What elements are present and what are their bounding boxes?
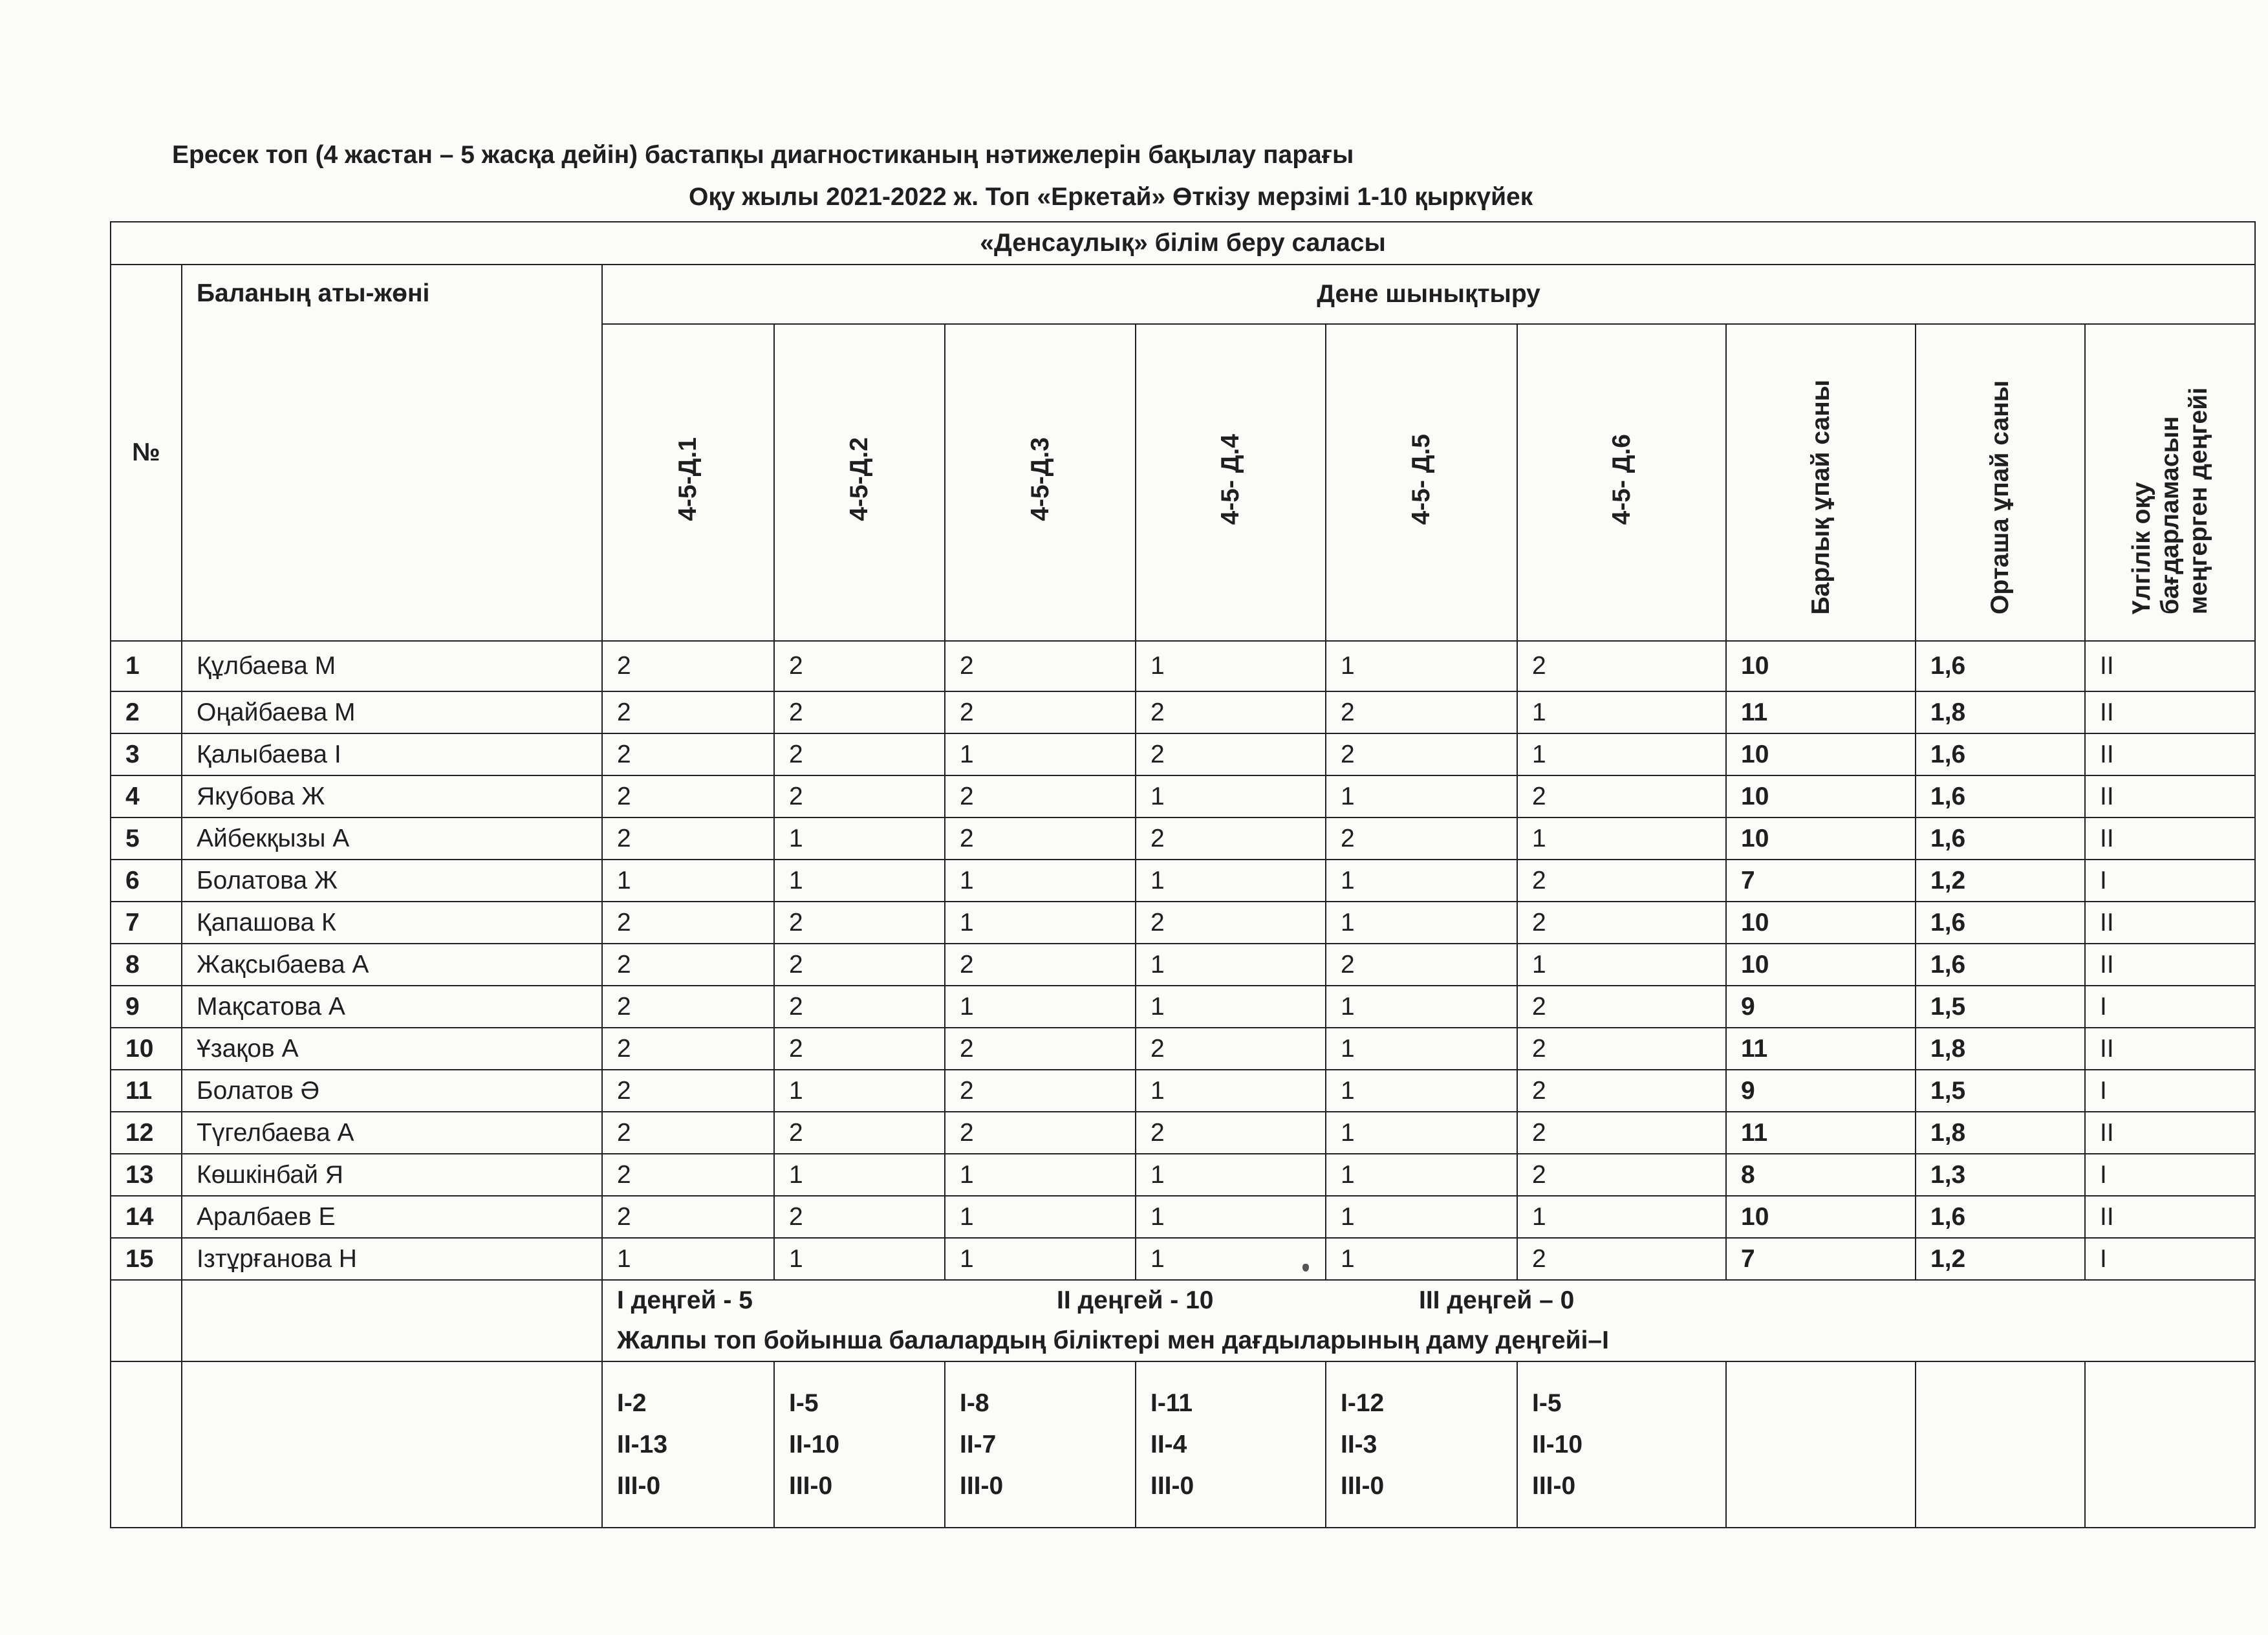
skill-score: 1	[945, 902, 1136, 944]
child-name: Мақсатова А	[182, 986, 602, 1028]
mastery-level: II	[2085, 733, 2255, 775]
skill-score: 2	[602, 1154, 774, 1196]
skill-score: 1	[945, 1238, 1136, 1280]
skill-score: 2	[1326, 817, 1517, 860]
skill-score: 2	[1517, 775, 1726, 817]
skill-score: 1	[1517, 691, 1726, 733]
final-empty-name	[182, 1361, 602, 1528]
skill-score: 1	[1326, 986, 1517, 1028]
column-header-name: Баланың аты-жөні	[182, 265, 602, 641]
mastery-level: I	[2085, 1238, 2255, 1280]
skill-levels-row	[111, 1361, 2255, 1528]
skill-score: 2	[774, 944, 945, 986]
summary-empty-name	[182, 1280, 602, 1361]
skill-header-label: 4-5-Д.3	[1026, 437, 1054, 521]
skill-score: 1	[602, 860, 774, 902]
table-row	[111, 733, 2255, 775]
total-score: 11	[1726, 691, 1916, 733]
average-score: 1,6	[1916, 902, 2085, 944]
skill-score: 2	[602, 775, 774, 817]
skill-score: 2	[1517, 986, 1726, 1028]
average-score: 1,6	[1916, 641, 2085, 691]
skill-level-breakdown	[945, 1361, 1136, 1528]
table-row	[111, 944, 2255, 986]
skill-score: 2	[1517, 1154, 1726, 1196]
skill-level-count: І-11	[1150, 1389, 1193, 1417]
mastery-level: I	[2085, 860, 2255, 902]
row-number: 11	[111, 1070, 182, 1112]
average-score: 1,8	[1916, 1028, 2085, 1070]
table-row	[111, 691, 2255, 733]
skill-score: 1	[1326, 1112, 1517, 1154]
child-name: Түгелбаева А	[182, 1112, 602, 1154]
skill-score: 2	[602, 1070, 774, 1112]
skill-score: 1	[1136, 860, 1326, 902]
skill-level-count: І-2	[617, 1389, 647, 1417]
average-score: 1,2	[1916, 860, 2085, 902]
mastery-level: II	[2085, 1112, 2255, 1154]
final-empty-average	[1916, 1361, 2085, 1528]
skill-score: 2	[774, 733, 945, 775]
final-empty-level	[2085, 1361, 2255, 1528]
skill-score: 2	[945, 1112, 1136, 1154]
skill-header-label: 4-5- Д.6	[1607, 433, 1636, 525]
child-name: Қалыбаева І	[182, 733, 602, 775]
skill-level-count: ІІ-10	[789, 1430, 840, 1458]
skill-header-4	[1136, 324, 1326, 641]
skill-score: 2	[602, 944, 774, 986]
skill-score: 2	[945, 944, 1136, 986]
row-number: 10	[111, 1028, 182, 1070]
skill-score: 1	[945, 860, 1136, 902]
skill-score: 2	[602, 691, 774, 733]
average-score: 1,3	[1916, 1154, 2085, 1196]
skill-level-breakdown	[774, 1361, 945, 1528]
skill-score: 2	[774, 986, 945, 1028]
average-score: 1,5	[1916, 986, 2085, 1028]
skill-score: 1	[1136, 986, 1326, 1028]
total-header-label: Барлық ұпай саны	[1806, 379, 1835, 614]
skill-score: 1	[774, 860, 945, 902]
skill-score: 1	[1517, 1196, 1726, 1238]
skill-level-count: І-5	[789, 1389, 819, 1417]
skill-level-count: ІІ-4	[1150, 1430, 1187, 1458]
skill-score: 2	[945, 691, 1136, 733]
summary-empty-no	[111, 1280, 182, 1361]
skill-score: 1	[1136, 641, 1326, 691]
child-name: Оңайбаева М	[182, 691, 602, 733]
mastery-level: I	[2085, 986, 2255, 1028]
mastery-level: II	[2085, 775, 2255, 817]
skill-level-count: ІІІ-0	[1341, 1471, 1385, 1500]
level-header-line2: бағдарламасын	[2155, 416, 2184, 614]
average-score: 1,6	[1916, 733, 2085, 775]
document-subtitle: Оқу жылы 2021-2022 ж. Топ «Еркетай» Өткізу мерзімі 1-10 қыркүйек	[689, 183, 1533, 211]
skill-score: 2	[774, 902, 945, 944]
skill-level-count: І-5	[1532, 1389, 1562, 1417]
summary-row	[111, 1280, 2255, 1361]
child-name: Ұзақов А	[182, 1028, 602, 1070]
child-name: Якубова Ж	[182, 775, 602, 817]
skill-level-breakdown	[1136, 1361, 1326, 1528]
level-counts	[617, 1281, 2240, 1321]
skill-score: 2	[945, 775, 1136, 817]
table-row	[111, 986, 2255, 1028]
skill-header-2	[774, 324, 945, 641]
skill-score: 2	[1326, 733, 1517, 775]
skill-level-count: І-8	[960, 1389, 989, 1417]
skill-score: 1	[774, 1154, 945, 1196]
total-score: 7	[1726, 1238, 1916, 1280]
row-number: 14	[111, 1196, 182, 1238]
skill-level-breakdown	[602, 1361, 774, 1528]
skill-level-breakdown	[1517, 1361, 1726, 1528]
area-title: «Денсаулық» білім беру саласы	[111, 222, 2255, 265]
table-row	[111, 902, 2255, 944]
skill-score: 1	[945, 733, 1136, 775]
table-row	[111, 1070, 2255, 1112]
skill-score: 2	[945, 817, 1136, 860]
skill-header-5	[1326, 324, 1517, 641]
row-number: 8	[111, 944, 182, 986]
table-row	[111, 775, 2255, 817]
skill-score: 1	[1326, 902, 1517, 944]
skill-header-3	[945, 324, 1136, 641]
total-score: 9	[1726, 986, 1916, 1028]
table-row	[111, 1028, 2255, 1070]
child-name: Құлбаева М	[182, 641, 602, 691]
skill-score: 1	[1326, 1154, 1517, 1196]
skill-header-label: 4-5- Д.4	[1216, 433, 1244, 525]
total-score: 10	[1726, 641, 1916, 691]
total-score: 10	[1726, 1196, 1916, 1238]
skill-score: 1	[774, 1238, 945, 1280]
skill-score: 1	[1136, 1070, 1326, 1112]
table-row	[111, 817, 2255, 860]
average-score: 1,5	[1916, 1070, 2085, 1112]
average-score: 1,6	[1916, 775, 2085, 817]
skill-score: 2	[602, 733, 774, 775]
skill-level-count: ІІІ-0	[1150, 1471, 1194, 1500]
final-empty-total	[1726, 1361, 1916, 1528]
skill-score: 2	[1326, 691, 1517, 733]
level1-count: І деңгей - 5	[617, 1286, 753, 1314]
row-number: 9	[111, 986, 182, 1028]
skill-score: 1	[1326, 775, 1517, 817]
total-score: 10	[1726, 944, 1916, 986]
skill-score: 2	[1136, 733, 1326, 775]
skill-score: 1	[1517, 733, 1726, 775]
skill-score: 1	[1517, 817, 1726, 860]
skill-score: 2	[602, 1196, 774, 1238]
row-number: 13	[111, 1154, 182, 1196]
row-number: 7	[111, 902, 182, 944]
skill-score: 1	[1136, 1238, 1326, 1280]
skill-level-count: ІІ-13	[617, 1430, 668, 1458]
skill-score: 2	[602, 1028, 774, 1070]
level3-count: ІІІ деңгей – 0	[1419, 1286, 1575, 1314]
total-score: 11	[1726, 1028, 1916, 1070]
skill-score: 2	[945, 1028, 1136, 1070]
child-name: Аралбаев Е	[182, 1196, 602, 1238]
skill-score: 2	[1517, 1028, 1726, 1070]
skill-score: 2	[774, 1112, 945, 1154]
skill-level-count: І-12	[1341, 1389, 1385, 1417]
total-header	[1726, 324, 1916, 641]
skill-score: 1	[1517, 944, 1726, 986]
skill-level-count: ІІ-7	[960, 1430, 997, 1458]
skill-score: 1	[774, 1070, 945, 1112]
skill-score: 2	[774, 691, 945, 733]
skill-score: 2	[945, 1070, 1136, 1112]
mastery-level: II	[2085, 1028, 2255, 1070]
mastery-level: II	[2085, 817, 2255, 860]
skill-level-count: ІІІ-0	[1532, 1471, 1576, 1500]
skill-score: 2	[602, 902, 774, 944]
skill-score: 1	[602, 1238, 774, 1280]
skill-level-breakdown	[1326, 1361, 1517, 1528]
average-score: 1,2	[1916, 1238, 2085, 1280]
summary-cell	[602, 1280, 2255, 1361]
overall-level: Жалпы топ бойынша балалардың біліктері мен дағдыларының даму деңгейі–І	[617, 1326, 1609, 1354]
row-number: 1	[111, 641, 182, 691]
skill-level-count: ІІІ-0	[617, 1471, 661, 1500]
skill-score: 1	[1326, 860, 1517, 902]
total-score: 7	[1726, 860, 1916, 902]
average-score: 1,6	[1916, 1196, 2085, 1238]
level-header-line3: меңгерген деңгейі	[2184, 387, 2212, 614]
row-number: 3	[111, 733, 182, 775]
skill-score: 1	[945, 986, 1136, 1028]
skill-score: 1	[1136, 775, 1326, 817]
skill-header-label: 4-5-Д.1	[674, 437, 702, 521]
total-score: 10	[1726, 733, 1916, 775]
skill-level-count: ІІІ-0	[960, 1471, 1004, 1500]
skill-score: 1	[1326, 641, 1517, 691]
skill-score: 2	[602, 641, 774, 691]
level2-count: ІІ деңгей - 10	[1057, 1286, 1214, 1314]
mastery-level: II	[2085, 1196, 2255, 1238]
skill-score: 2	[1136, 817, 1326, 860]
mastery-level: II	[2085, 902, 2255, 944]
row-number: 12	[111, 1112, 182, 1154]
level-header-label	[2128, 387, 2213, 614]
skill-score: 2	[1136, 902, 1326, 944]
skill-header-6	[1517, 324, 1726, 641]
final-empty-no	[111, 1361, 182, 1528]
total-score: 10	[1726, 775, 1916, 817]
skill-score: 1	[1326, 1070, 1517, 1112]
skill-header-label: 4-5- Д.5	[1407, 433, 1435, 525]
child-name: Айбекқызы А	[182, 817, 602, 860]
total-score: 8	[1726, 1154, 1916, 1196]
average-score: 1,8	[1916, 1112, 2085, 1154]
skill-score: 1	[774, 817, 945, 860]
skill-score: 1	[1326, 1028, 1517, 1070]
skill-score: 2	[945, 641, 1136, 691]
mastery-level: II	[2085, 691, 2255, 733]
row-number: 4	[111, 775, 182, 817]
level-header	[2085, 324, 2255, 641]
total-score: 10	[1726, 817, 1916, 860]
total-score: 10	[1726, 902, 1916, 944]
skill-level-count: ІІ-10	[1532, 1430, 1583, 1458]
total-score: 11	[1726, 1112, 1916, 1154]
mastery-level: I	[2085, 1070, 2255, 1112]
child-name: Қапашова К	[182, 902, 602, 944]
skill-header-label: 4-5-Д.2	[845, 437, 873, 521]
skill-score: 1	[1136, 1154, 1326, 1196]
skill-score: 2	[602, 817, 774, 860]
average-score: 1,6	[1916, 817, 2085, 860]
table-row	[111, 1196, 2255, 1238]
child-name: Болатова Ж	[182, 860, 602, 902]
child-name: Жақсыбаева А	[182, 944, 602, 986]
table-row	[111, 860, 2255, 902]
skill-score: 2	[1517, 902, 1726, 944]
skill-level-count: ІІІ-0	[789, 1471, 833, 1500]
table-row	[111, 1112, 2255, 1154]
skill-level-count: ІІ-3	[1341, 1430, 1377, 1458]
skill-score: 2	[1136, 1112, 1326, 1154]
skill-score: 1	[1326, 1238, 1517, 1280]
column-header-no: №	[111, 265, 182, 641]
skill-score: 1	[1136, 1196, 1326, 1238]
mastery-level: II	[2085, 944, 2255, 986]
skill-score: 2	[1326, 944, 1517, 986]
subject-header: Дене шынықтыру	[602, 265, 2255, 324]
average-header-label: Орташа ұпай саны	[1986, 380, 2014, 614]
scan-speck	[1302, 1264, 1309, 1272]
skill-score: 2	[1136, 1028, 1326, 1070]
average-score: 1,6	[1916, 944, 2085, 986]
skill-score: 1	[945, 1154, 1136, 1196]
row-number: 15	[111, 1238, 182, 1280]
skill-header-1	[602, 324, 774, 641]
row-number: 6	[111, 860, 182, 902]
skill-score: 2	[1136, 691, 1326, 733]
skill-score: 2	[774, 641, 945, 691]
diagnostic-table	[110, 221, 2256, 1528]
row-number: 5	[111, 817, 182, 860]
level-header-line1: Үлгілік оқу	[2127, 482, 2155, 614]
skill-score: 1	[1326, 1196, 1517, 1238]
row-number: 2	[111, 691, 182, 733]
table-row	[111, 641, 2255, 691]
skill-score: 2	[1517, 1112, 1726, 1154]
table-row	[111, 1154, 2255, 1196]
skill-score: 2	[774, 1196, 945, 1238]
average-header	[1916, 324, 2085, 641]
skill-score: 2	[602, 1112, 774, 1154]
mastery-level: I	[2085, 1154, 2255, 1196]
child-name: Көшкінбай Я	[182, 1154, 602, 1196]
skill-score: 2	[1517, 860, 1726, 902]
skill-score: 2	[774, 1028, 945, 1070]
skill-score: 1	[1136, 944, 1326, 986]
skill-score: 2	[1517, 1238, 1726, 1280]
mastery-level: II	[2085, 641, 2255, 691]
skill-score: 2	[774, 775, 945, 817]
child-name: Болатов Ә	[182, 1070, 602, 1112]
average-score: 1,8	[1916, 691, 2085, 733]
total-score: 9	[1726, 1070, 1916, 1112]
skill-score: 2	[1517, 1070, 1726, 1112]
table-row	[111, 1238, 2255, 1280]
skill-score: 1	[945, 1196, 1136, 1238]
document-title: Ересек топ (4 жастан – 5 жасқа дейін) бастапқы диагностиканың нәтижелерін бақылау парағы	[172, 141, 1354, 169]
skill-score: 2	[602, 986, 774, 1028]
child-name: Ізтұрғанова Н	[182, 1238, 602, 1280]
skill-score: 2	[1517, 641, 1726, 691]
